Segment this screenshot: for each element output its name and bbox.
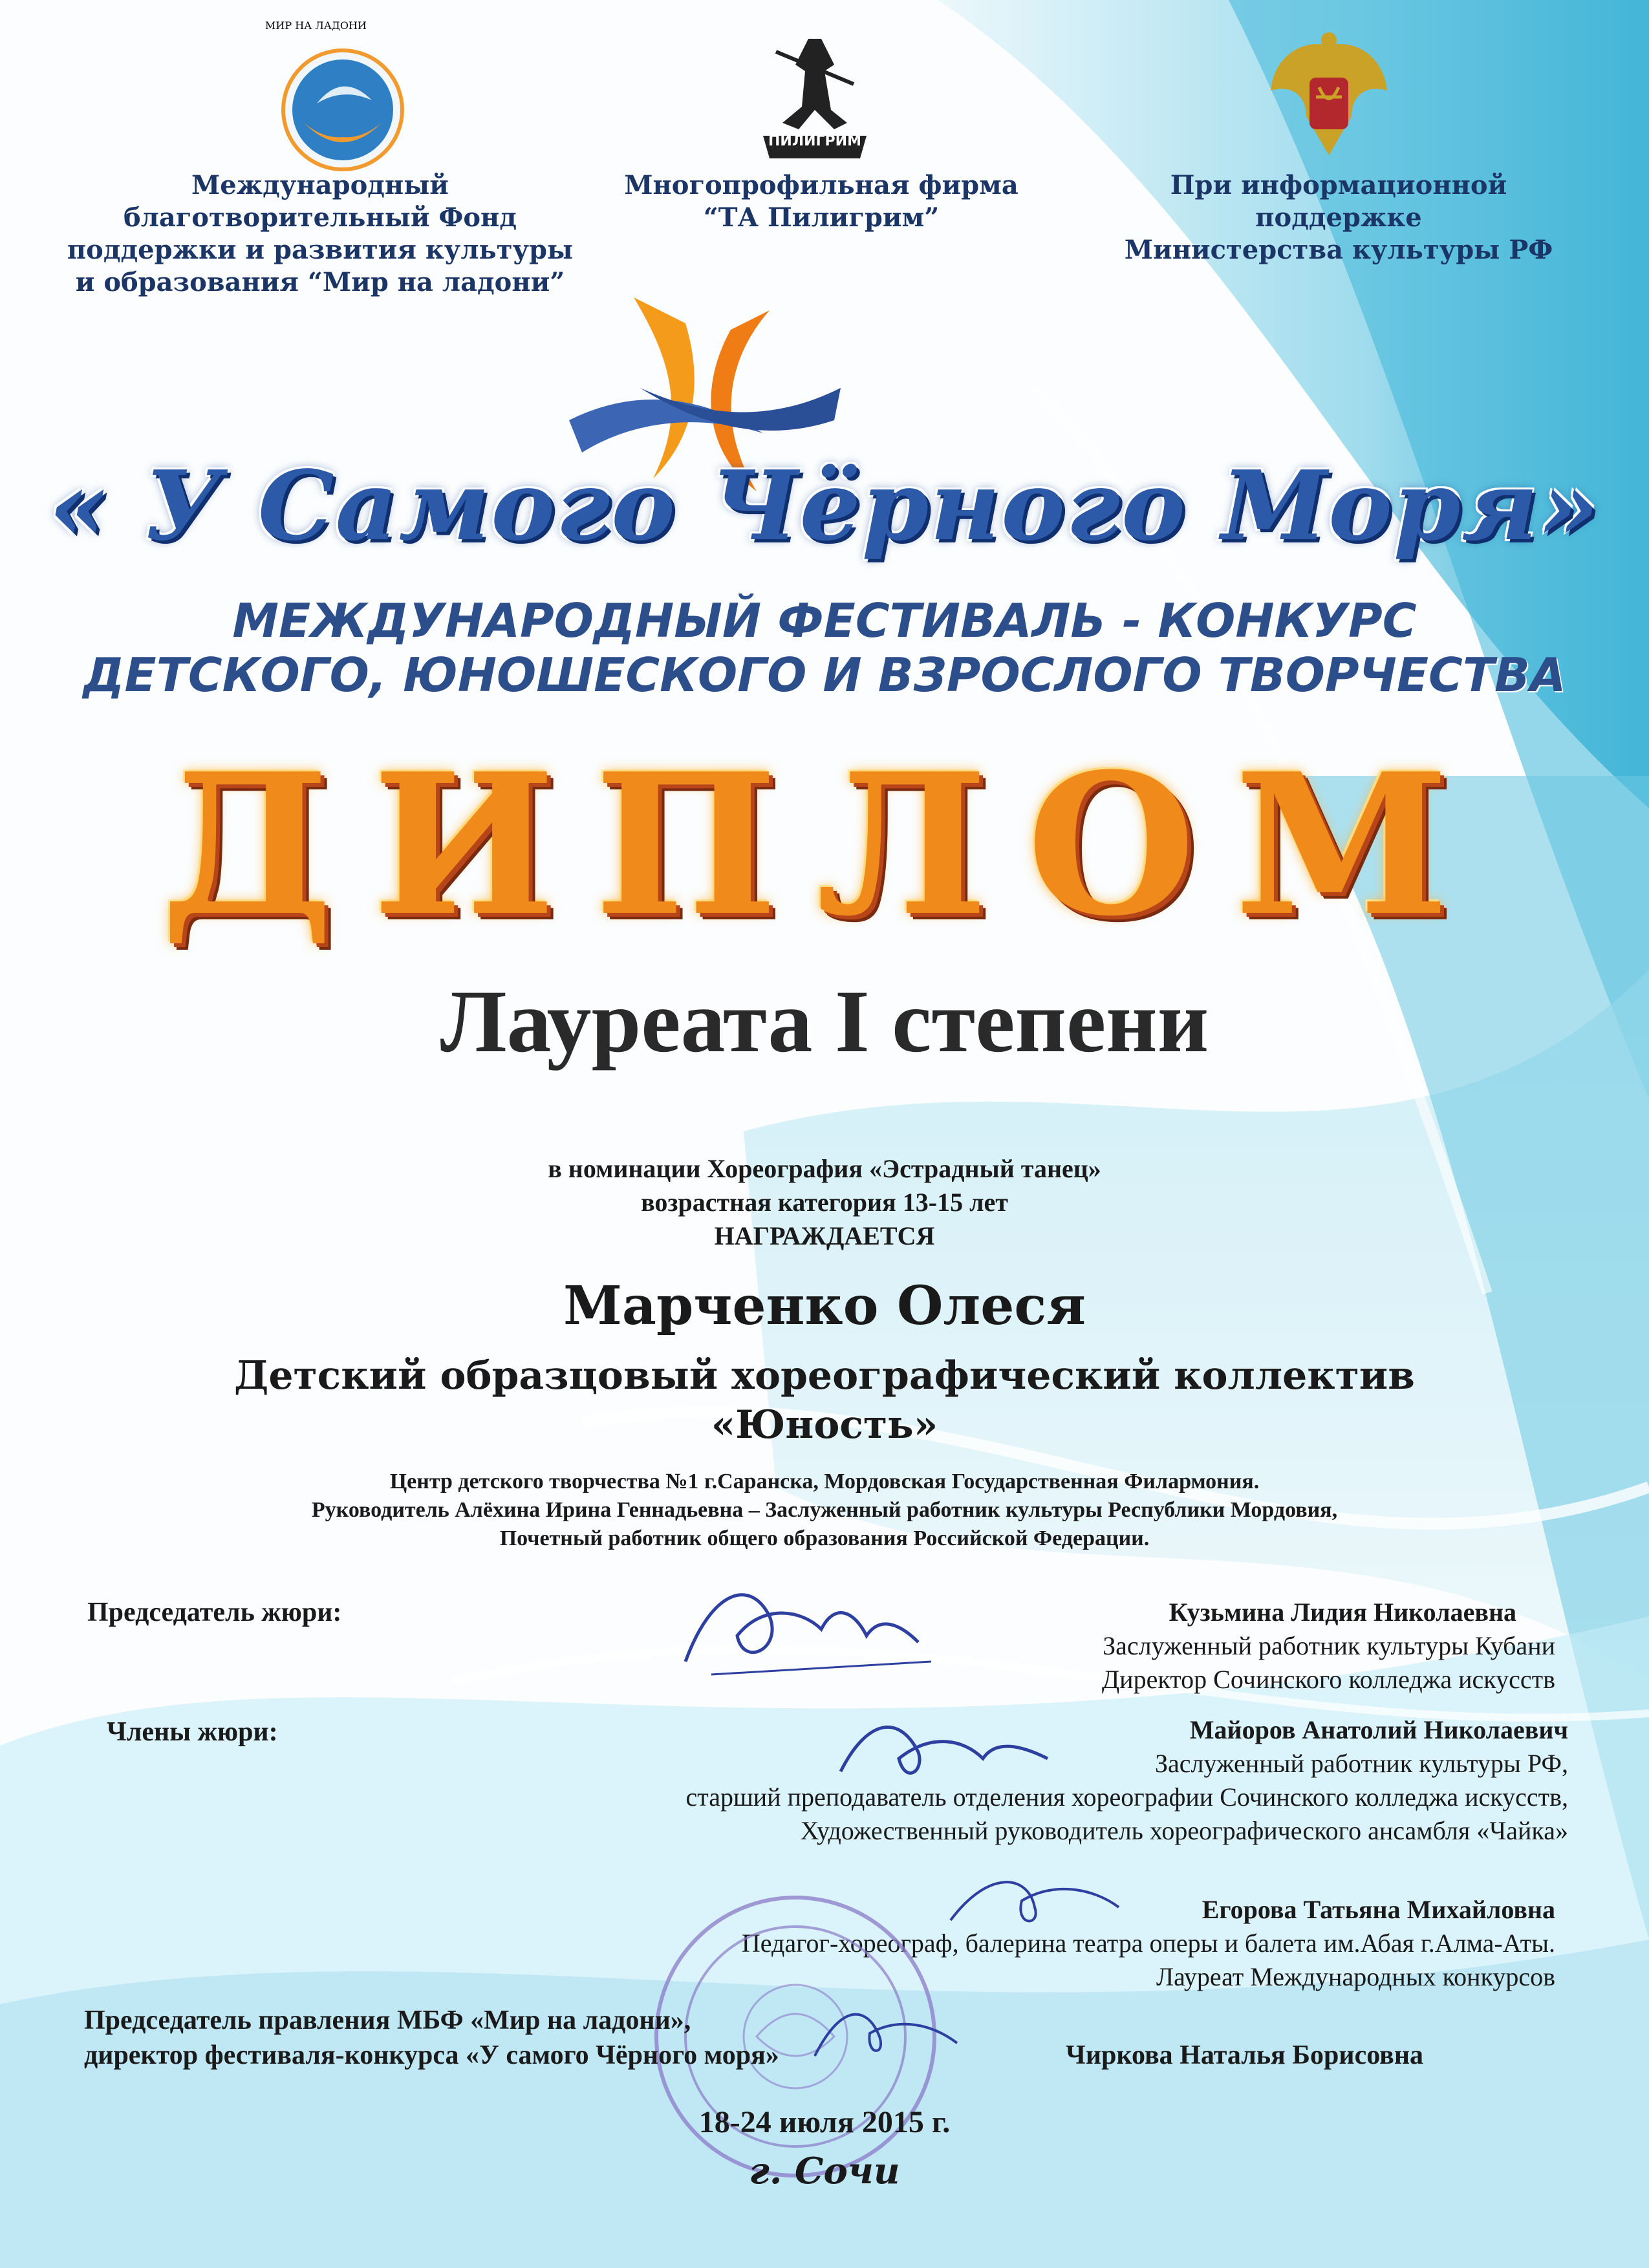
degree-heading: Лауреата I степени bbox=[440, 972, 1209, 1071]
org3-line: Министерства культуры РФ bbox=[1124, 235, 1553, 265]
collective-line: Детский образцовый хореографический коллектив bbox=[233, 1353, 1415, 1398]
jury-member-2-name: Егорова Татьяна Михайловна bbox=[1202, 1895, 1555, 1924]
diploma-heading bbox=[0, 731, 1649, 959]
collective-name bbox=[0, 1351, 1649, 1450]
diploma-city: г. Сочи bbox=[749, 2150, 900, 2192]
org1-line: поддержки и развития культуры bbox=[67, 235, 574, 265]
mir-na-ladoni-logo-text: МИР НА ЛАДОНИ bbox=[265, 19, 367, 32]
org2-line: Многопрофильная фирма bbox=[624, 170, 1018, 200]
org-piligrim bbox=[556, 169, 1086, 234]
subtitle-line: МЕЖДУНАРОДНЫЙ ФЕСТИВАЛЬ - КОНКУРС bbox=[232, 594, 1417, 648]
jury-chair-line: Директор Сочинского колледжа искусств bbox=[1101, 1665, 1555, 1694]
org2-line: “ТА Пилигрим” bbox=[703, 202, 940, 233]
jury-chair-name: Кузьмина Лидия Николаевна bbox=[1169, 1598, 1516, 1627]
org1-line: благотворительный Фонд bbox=[123, 202, 517, 233]
org3-line: поддержке bbox=[1255, 202, 1422, 233]
festival-subtitle bbox=[0, 594, 1649, 702]
org1-line: и образования “Мир на ладони” bbox=[75, 267, 565, 297]
diploma-date: 18-24 июля 2015 г. bbox=[698, 2105, 951, 2139]
jury-members-label: Члены жюри: bbox=[107, 1717, 278, 1747]
nomination-text: в номинации Хореография «Эстрадный танец» bbox=[548, 1154, 1101, 1183]
jury-member-1-line: Художественный руководитель хореографического ансамбля «Чайка» bbox=[800, 1816, 1568, 1845]
jury-member-2-line: Педагог-хореограф, балерина театра оперы и балета им.Абая г.Алма-Аты. bbox=[741, 1929, 1555, 1958]
awarded-text: НАГРАЖДАЕТСЯ bbox=[714, 1221, 935, 1250]
mir-na-ladoni-logo bbox=[265, 26, 420, 181]
jury-member-1-line: старший преподаватель отделения хореографии Сочинского колледжа искусств, bbox=[685, 1782, 1568, 1812]
org-ministry bbox=[1073, 169, 1604, 266]
diploma-word: ДИПЛОМ bbox=[160, 731, 1489, 959]
jury-chair-block bbox=[715, 1596, 1555, 1696]
org1-line: Международный bbox=[191, 170, 449, 200]
jury-member-2-line: Лауреат Международных конкурсов bbox=[1156, 1962, 1555, 1991]
event-title-text: « У Самого Чёрного Моря» bbox=[48, 449, 1600, 562]
footer-director-title bbox=[84, 2003, 779, 2073]
age-category-text: возрастная категория 13-15 лет bbox=[641, 1188, 1008, 1217]
jury-member-1-name: Майоров Анатолий Николаевич bbox=[1189, 1715, 1568, 1744]
footer-left-line: директор фестиваля-конкурса «У самого Чёрного моря» bbox=[84, 2040, 779, 2070]
org-mir-na-ladoni bbox=[45, 169, 595, 299]
details-line: Почетный работник общего образования Российской Федерации. bbox=[499, 1526, 1150, 1550]
collective-details bbox=[0, 1468, 1649, 1553]
collective-line: «Юность» bbox=[711, 1402, 938, 1448]
jury-member-1-block bbox=[339, 1713, 1568, 1848]
details-line: Руководитель Алёхина Ирина Геннадьевна – Заслуженный работник культуры Республики Мордовия, bbox=[311, 1498, 1338, 1522]
awardee-name: Марченко Олеся bbox=[563, 1275, 1086, 1337]
details-line: Центр детского творчества №1 г.Саранска, Мордовская Государственная Филармония. bbox=[389, 1470, 1260, 1493]
coat-of-arms-logo bbox=[1255, 26, 1403, 175]
footer-left-line: Председатель правления МБФ «Мир на ладони», bbox=[84, 2006, 691, 2035]
footer-director-name: Чиркова Наталья Борисовна bbox=[1066, 2040, 1424, 2070]
jury-member-1-line: Заслуженный работник культуры РФ, bbox=[1154, 1749, 1568, 1778]
event-title bbox=[0, 449, 1649, 562]
jury-chair-label: Председатель жюри: bbox=[87, 1598, 342, 1627]
piligrim-logo-text: ПИЛИГРИМ bbox=[768, 133, 861, 149]
org3-line: При информационной bbox=[1170, 170, 1507, 200]
subtitle-line: ДЕТСКОГО, ЮНОШЕСКОГО И ВЗРОСЛОГО ТВОРЧЕСТВА bbox=[83, 648, 1566, 702]
jury-chair-line: Заслуженный работник культуры Кубани bbox=[1103, 1631, 1555, 1660]
